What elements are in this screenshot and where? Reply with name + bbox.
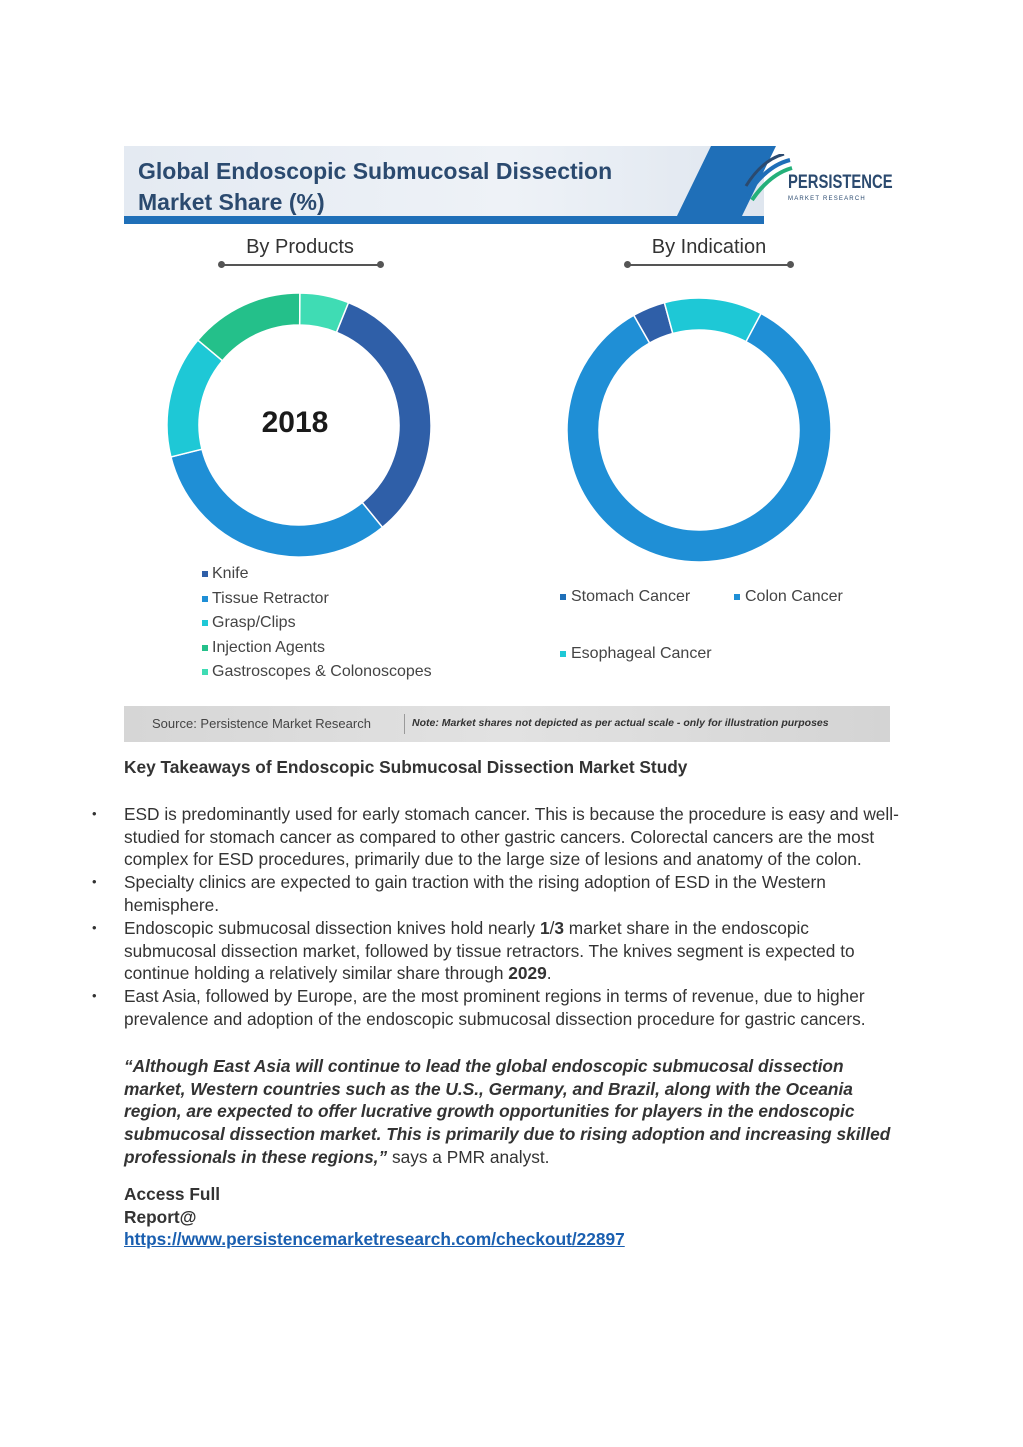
banner-stripe (124, 216, 764, 224)
legend-item-stomach-cancer (560, 588, 690, 606)
share-denominator: 3 (554, 917, 564, 938)
quote-text: “Although East Asia will continue to lead the global endoscopic submucosal dissection market, Western countries such as the U.S., Germany, and Brazil, along with the Oceania region, are expected to offer lucrative growth opportunities for players in the endoscopic submucosal dissection market. This is primarily due to rising adoption and increasing skilled professionals in these regions,” (124, 1055, 891, 1167)
legend-label: Esophageal Cancer (571, 645, 712, 662)
market-share-infographic (124, 140, 893, 742)
donut-slice-stomach-cancer (567, 313, 831, 562)
title-line-1: Global Endoscopic Submucosal Dissection (138, 158, 613, 184)
analyst-quote (124, 1055, 904, 1169)
legend-item-tissue-retractor (202, 587, 432, 612)
indication-donut-chart (564, 295, 834, 565)
key-takeaways-heading: Key Takeaways of Endoscopic Submucosal Dissection Market Study (124, 757, 688, 777)
indication-title-rule (627, 264, 791, 266)
legend-label: Colon Cancer (745, 588, 843, 605)
legend-label: Stomach Cancer (571, 588, 691, 605)
access-label: Access Full Report@ (124, 1183, 221, 1227)
company-logo (744, 154, 894, 214)
takeaway-item: • ESD is predominantly used for early stomach cancer. This is because the procedure is easy and well-studied for stomach cancer as compared to other gastric cancers. Colorectal cancers are the most complex for ESD procedures, primarily due to the large size of lesions and anatomy of the colon. (124, 803, 904, 871)
scale-note: Note: Market shares not depicted as per actual scale - only for illustration purposes (412, 717, 829, 729)
logo-wordmark: PERSISTENCE (788, 172, 893, 193)
source-text: Source: Persistence Market Research (152, 716, 371, 731)
legend-swatch (202, 596, 208, 602)
source-footer-bar (124, 706, 890, 742)
donut-slice-injection-agents (198, 293, 300, 361)
legend-item-colon-cancer (734, 588, 843, 606)
donut-slice-grasp-clips (167, 340, 222, 457)
legend-swatch (560, 651, 566, 657)
legend-label: Gastroscopes & Colonoscopes (212, 663, 432, 681)
takeaway-period: . (546, 963, 552, 984)
report-link[interactable]: https://www.persistencemarketresearch.com/checkout/22897 (124, 1229, 625, 1250)
legend-label: Knife (212, 565, 249, 583)
donut-slice-tissue-retractor (171, 449, 383, 557)
legend-item-gastroscopes (202, 660, 432, 685)
legend-swatch (202, 571, 208, 577)
takeaway-item (124, 917, 904, 985)
products-title-rule (221, 264, 381, 266)
legend-label: Injection Agents (212, 638, 325, 656)
legend-swatch (734, 594, 740, 600)
legend-item-knife (202, 562, 432, 587)
legend-label: Grasp/Clips (212, 614, 296, 632)
logo-subtitle: MARKET RESEARCH (788, 196, 866, 202)
article-body (124, 756, 904, 1251)
donut-center-year: 2018 (261, 406, 329, 439)
access-report (124, 1183, 625, 1251)
takeaway-item: • Specialty clinics are expected to gain traction with the rising adoption of ESD in the Western hemisphere. (124, 871, 904, 917)
legend-swatch (202, 645, 208, 651)
takeaways-list (124, 803, 904, 1031)
legend-item-grasp-clips (202, 611, 432, 636)
takeaway-item: • East Asia, followed by Europe, are the most prominent regions in terms of revenue, due to higher prevalence and adoption of the endoscopic submucosal dissection procedure for gastric cancers. (124, 985, 904, 1031)
legend-label: Tissue Retractor (212, 589, 329, 607)
takeaway-text: Endoscopic submucosal dissection knives hold nearly (124, 917, 540, 938)
legend-item-injection-agents (202, 636, 432, 661)
legend-swatch (202, 669, 208, 675)
donut-slice-esophageal-cancer (664, 298, 761, 342)
share-slash: / (549, 917, 555, 938)
infographic-title (138, 156, 698, 218)
title-line-2: Market Share (%) (138, 189, 325, 215)
indication-chart-title: By Indication (651, 236, 767, 258)
share-numerator: 1 (539, 917, 550, 938)
title-banner (124, 146, 764, 218)
forecast-year: 2029 (508, 963, 547, 984)
legend-swatch (560, 594, 566, 600)
products-legend (202, 562, 432, 685)
footer-divider (404, 714, 405, 734)
products-chart-title: By Products (246, 236, 354, 258)
legend-swatch (202, 620, 208, 626)
quote-attribution: says a PMR analyst. (387, 1146, 550, 1167)
legend-item-esophageal-cancer (560, 645, 712, 663)
takeaway-text: market share in the endoscopic submucosal dissection market, followed by tissue retractors. The knives segment is expected to continue holding a relatively similar share through (124, 917, 855, 984)
logo-swoosh-icon (744, 154, 794, 204)
